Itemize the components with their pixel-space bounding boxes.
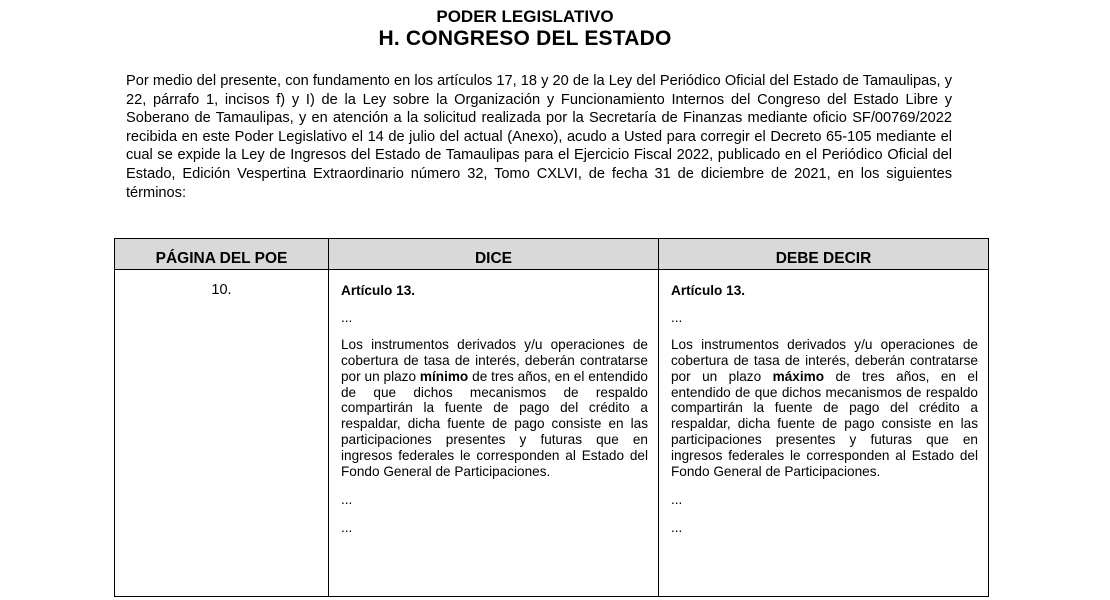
debe-decir-article-title: Artículo 13.: [671, 283, 746, 298]
dice-ellipsis-after-1: ...: [341, 491, 353, 507]
debe-decir-ellipsis-after-2: ...: [671, 519, 683, 535]
correction-table: [114, 238, 989, 597]
dice-text-before: Los instrumentos derivados y/u operaciones de cobertura de tasa de interés, deberán contratarse por un plazo: [341, 336, 648, 384]
dice-text-after: de tres años, en el entendido de que dichos mecanismos de respaldo compartirán la fuente de pago del crédito a respaldar, dicha fuente de pago consiste en las participaciones presentes y futuras que en ingresos federales le corresponden al Estado del Fondo General de Participaciones.: [341, 368, 648, 480]
cell-pagina: [115, 270, 329, 597]
header-poder-legislativo: PODER LEGISLATIVO: [436, 7, 614, 26]
header-congreso-del-estado: H. CONGRESO DEL ESTADO: [378, 27, 672, 50]
column-header-debe-decir: DEBE DECIR: [659, 239, 989, 270]
debe-decir-text-before: Los instrumentos derivados y/u operaciones de cobertura de tasa de interés, deberán contratarse por un plazo: [671, 336, 978, 384]
debe-decir-article-text: [671, 337, 978, 480]
page-number: 10.: [211, 282, 232, 298]
cell-dice: [329, 270, 659, 597]
cell-debe-decir: [659, 270, 989, 597]
debe-decir-emphasis: máximo: [772, 368, 824, 384]
debe-decir-text-after: de tres años, en el entendido de que dichos mecanismos de respaldo compartirán la fuente de pago del crédito a respaldar, dicha fuente de pago consiste en las participaciones presentes y futuras que en ingresos federales le corresponden al Estado del Fondo General de Participaciones.: [671, 368, 978, 480]
debe-decir-ellipsis: ...: [671, 309, 683, 325]
dice-emphasis: mínimo: [419, 368, 469, 384]
dice-ellipsis: ...: [341, 309, 353, 325]
dice-article-title: Artículo 13.: [341, 283, 416, 298]
table-row: [115, 270, 989, 597]
table-header-row: [115, 239, 989, 270]
dice-article-text: [341, 337, 648, 480]
column-header-pagina: PÁGINA DEL POE: [115, 239, 329, 270]
debe-decir-ellipsis-after-1: ...: [671, 491, 683, 507]
column-header-dice: DICE: [329, 239, 659, 270]
dice-ellipsis-after-2: ...: [341, 519, 353, 535]
intro-paragraph: Por medio del presente, con fundamento en los artículos 17, 18 y 20 de la Ley del Periódico Oficial del Estado de Tamaulipas, y 22, párrafo 1, incisos f) y I) de la Ley sobre la Organización y Funcionamiento Internos del Congreso del Estado Libre y Soberano de Tamaulipas, y en atención a la solicitud realizada por la Secretaría de Finanzas mediante oficio SF/00769/2022 recibida en este Poder Legislativo el 14 de julio del actual (Anexo), acudo a Usted para corregir el Decreto 65-105 mediante el cual se expide la Ley de Ingresos del Estado de Tamaulipas para el Ejercicio Fiscal 2022, publicado en el Periódico Oficial del Estado, Edición Vespertina Extraordinario número 32, Tomo CXLVI, de fecha 31 de diciembre de 2021, en los siguientes términos:: [126, 73, 952, 201]
